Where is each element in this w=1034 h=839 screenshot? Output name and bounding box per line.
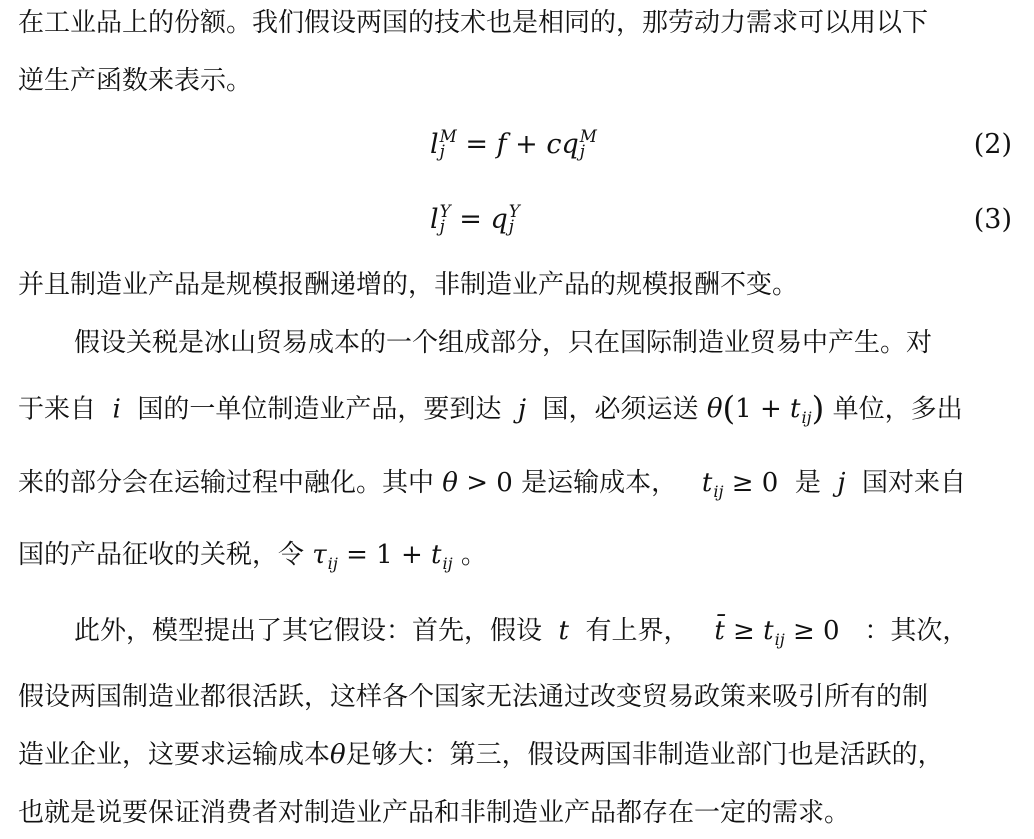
paragraph-4-line-2: 假设两国制造业都很活跃，这样各个国家无法通过改变贸易政策来吸引所有的制 xyxy=(18,682,929,712)
text-segment: 国对来自 xyxy=(862,468,967,498)
math-tariff-bound: t̄ ≥ $t_{ij} \ge 0$ xyxy=(697,616,840,649)
equation-3-formula: l Y j = q Y j xyxy=(430,201,520,237)
paragraph-4-line-3 xyxy=(18,738,1014,772)
paragraph-2-line-1: 并且制造业产品是规模报酬递增的，非制造业产品的规模报酬不变。 xyxy=(18,270,799,300)
text-segment: 足够大：第三，假设两国非制造业部门也是活跃的， xyxy=(345,740,944,770)
math-transport-amount: $\theta(1 + t_{ij})$ xyxy=(706,390,825,428)
text-segment: 有上界， xyxy=(585,616,690,646)
math-i: i xyxy=(104,394,130,425)
math-t: t xyxy=(550,616,578,646)
text-segment: 来的部分会在运输过程中融化。其中 xyxy=(18,468,435,498)
text-segment: 单位，多出 xyxy=(832,394,963,425)
paragraph-1-line-2: 逆生产函数来表示。 xyxy=(18,66,253,96)
paragraph-3-line-3 xyxy=(18,466,1014,503)
math-tau-def: $\tau_{ij} = 1 + t_{ij}$ xyxy=(312,540,453,573)
math-j: j xyxy=(829,468,854,498)
text-segment: 于来自 xyxy=(18,394,97,425)
text-segment: 造业企业，这要求运输成本 xyxy=(18,740,331,770)
text-segment: ：其次， xyxy=(864,616,969,646)
text-segment: 。 xyxy=(460,540,487,570)
text-segment: 国，必须运送 xyxy=(542,394,699,425)
math-theta: θ xyxy=(330,740,346,770)
math-theta-positive: θ > 0 xyxy=(442,468,513,498)
equation-2-formula: l M j = f + cq M j xyxy=(430,126,597,162)
paragraph-3-line-4 xyxy=(18,538,1014,575)
paragraph-3-line-1: 假设关税是冰山贸易成本的一个组成部分，只在国际制造业贸易中产生。对 xyxy=(74,328,933,358)
math-tariff-nonneg: $t_{ij} \ge 0$ xyxy=(685,468,779,501)
text-segment: 国的产品征收的关税，令 xyxy=(18,540,305,570)
equation-2-number: (2) xyxy=(973,129,1012,160)
math-j: j xyxy=(509,394,535,425)
text-segment: 是运输成本， xyxy=(521,468,678,498)
equation-3 xyxy=(0,195,1034,245)
equation-2 xyxy=(0,120,1034,170)
paragraph-4-line-4: 也就是说要保证消费者对制造业产品和非制造业产品都存在一定的需求。 xyxy=(18,798,851,828)
paragraph-4-line-1 xyxy=(74,614,1014,651)
paragraph-3-line-2 xyxy=(18,392,1014,429)
text-segment: 此外，模型提出了其它假设：首先，假设 xyxy=(74,616,543,646)
text-segment: 是 xyxy=(794,468,821,498)
text-segment: 国的一单位制造业产品，要到达 xyxy=(137,394,502,425)
paragraph-1-line-1: 在工业品上的份额。我们假设两国的技术也是相同的，那劳动力需求可以用以下 xyxy=(18,8,929,38)
equation-3-number: (3) xyxy=(973,204,1012,235)
